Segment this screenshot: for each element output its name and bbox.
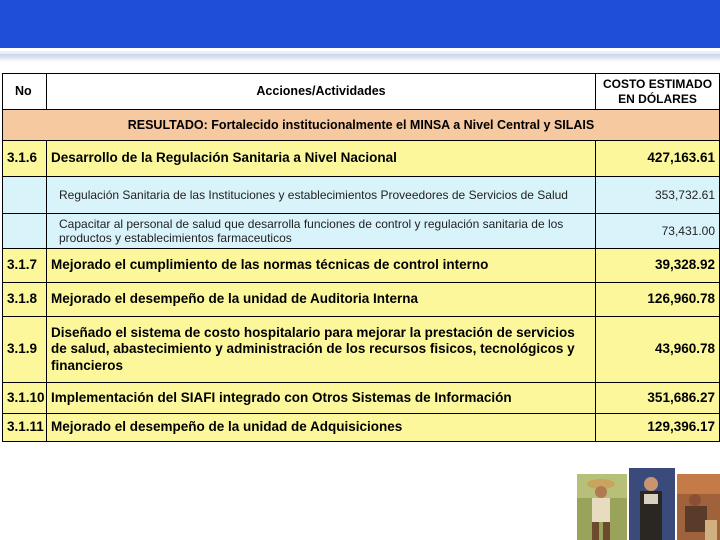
table-row <box>3 283 720 317</box>
photo-collage-image <box>577 460 720 540</box>
table-header-row <box>3 74 720 110</box>
row-action: Mejorado el cumplimiento de las normas técnicas de control interno <box>47 249 596 283</box>
row-number: 3.1.9 <box>3 317 47 383</box>
row-number <box>3 214 47 249</box>
header-cost-line2: EN DÓLARES <box>618 91 697 106</box>
decorative-photo-collage <box>577 460 720 540</box>
row-cost: 39,328.92 <box>596 249 720 283</box>
table-row <box>3 383 720 414</box>
header-cost <box>596 74 720 110</box>
table-row <box>3 249 720 283</box>
result-banner: RESULTADO: Fortalecido institucionalmente el MINSA a Nivel Central y SILAIS <box>3 110 720 141</box>
row-cost: 351,686.27 <box>596 383 720 414</box>
row-cost: 427,163.61 <box>596 141 720 177</box>
header-cost-line1: COSTO ESTIMADO <box>602 77 713 92</box>
row-action: Capacitar al personal de salud que desarrolla funciones de control y regulación sanitaria de los productos y establecimientos farmaceuticos <box>47 214 596 249</box>
row-cost: 126,960.78 <box>596 283 720 317</box>
row-action: Implementación del SIAFI integrado con Otros Sistemas de Información <box>47 383 596 414</box>
row-number: 3.1.8 <box>3 283 47 317</box>
header-no: No <box>3 74 47 110</box>
row-cost: 353,732.61 <box>596 177 720 214</box>
result-banner-row <box>3 110 720 141</box>
row-number <box>3 177 47 214</box>
table-row <box>3 414 720 442</box>
header-stripe <box>0 48 720 62</box>
row-number: 3.1.10 <box>3 383 47 414</box>
row-number: 3.1.7 <box>3 249 47 283</box>
table-subrow <box>3 214 720 249</box>
row-action: Desarrollo de la Regulación Sanitaria a Nivel Nacional <box>47 141 596 177</box>
row-action: Mejorado el desempeño de la unidad de Auditoria Interna <box>47 283 596 317</box>
row-number: 3.1.11 <box>3 414 47 442</box>
table-subrow <box>3 177 720 214</box>
row-action: Regulación Sanitaria de las Instituciones y establecimientos Proveedores de Servicios de Salud <box>47 177 596 214</box>
row-action: Diseñado el sistema de costo hospitalario para mejorar la prestación de servicios de salud, abastecimiento y administración de los recursos fisicos, tecnológicos y financieros <box>47 317 596 383</box>
row-cost: 73,431.00 <box>596 214 720 249</box>
table-row <box>3 317 720 383</box>
header-actions: Acciones/Actividades <box>47 74 596 110</box>
row-number: 3.1.6 <box>3 141 47 177</box>
header-bar <box>0 0 720 48</box>
row-cost: 43,960.78 <box>596 317 720 383</box>
budget-table <box>2 73 720 442</box>
table-row <box>3 141 720 177</box>
row-cost: 129,396.17 <box>596 414 720 442</box>
row-action: Mejorado el desempeño de la unidad de Adquisiciones <box>47 414 596 442</box>
